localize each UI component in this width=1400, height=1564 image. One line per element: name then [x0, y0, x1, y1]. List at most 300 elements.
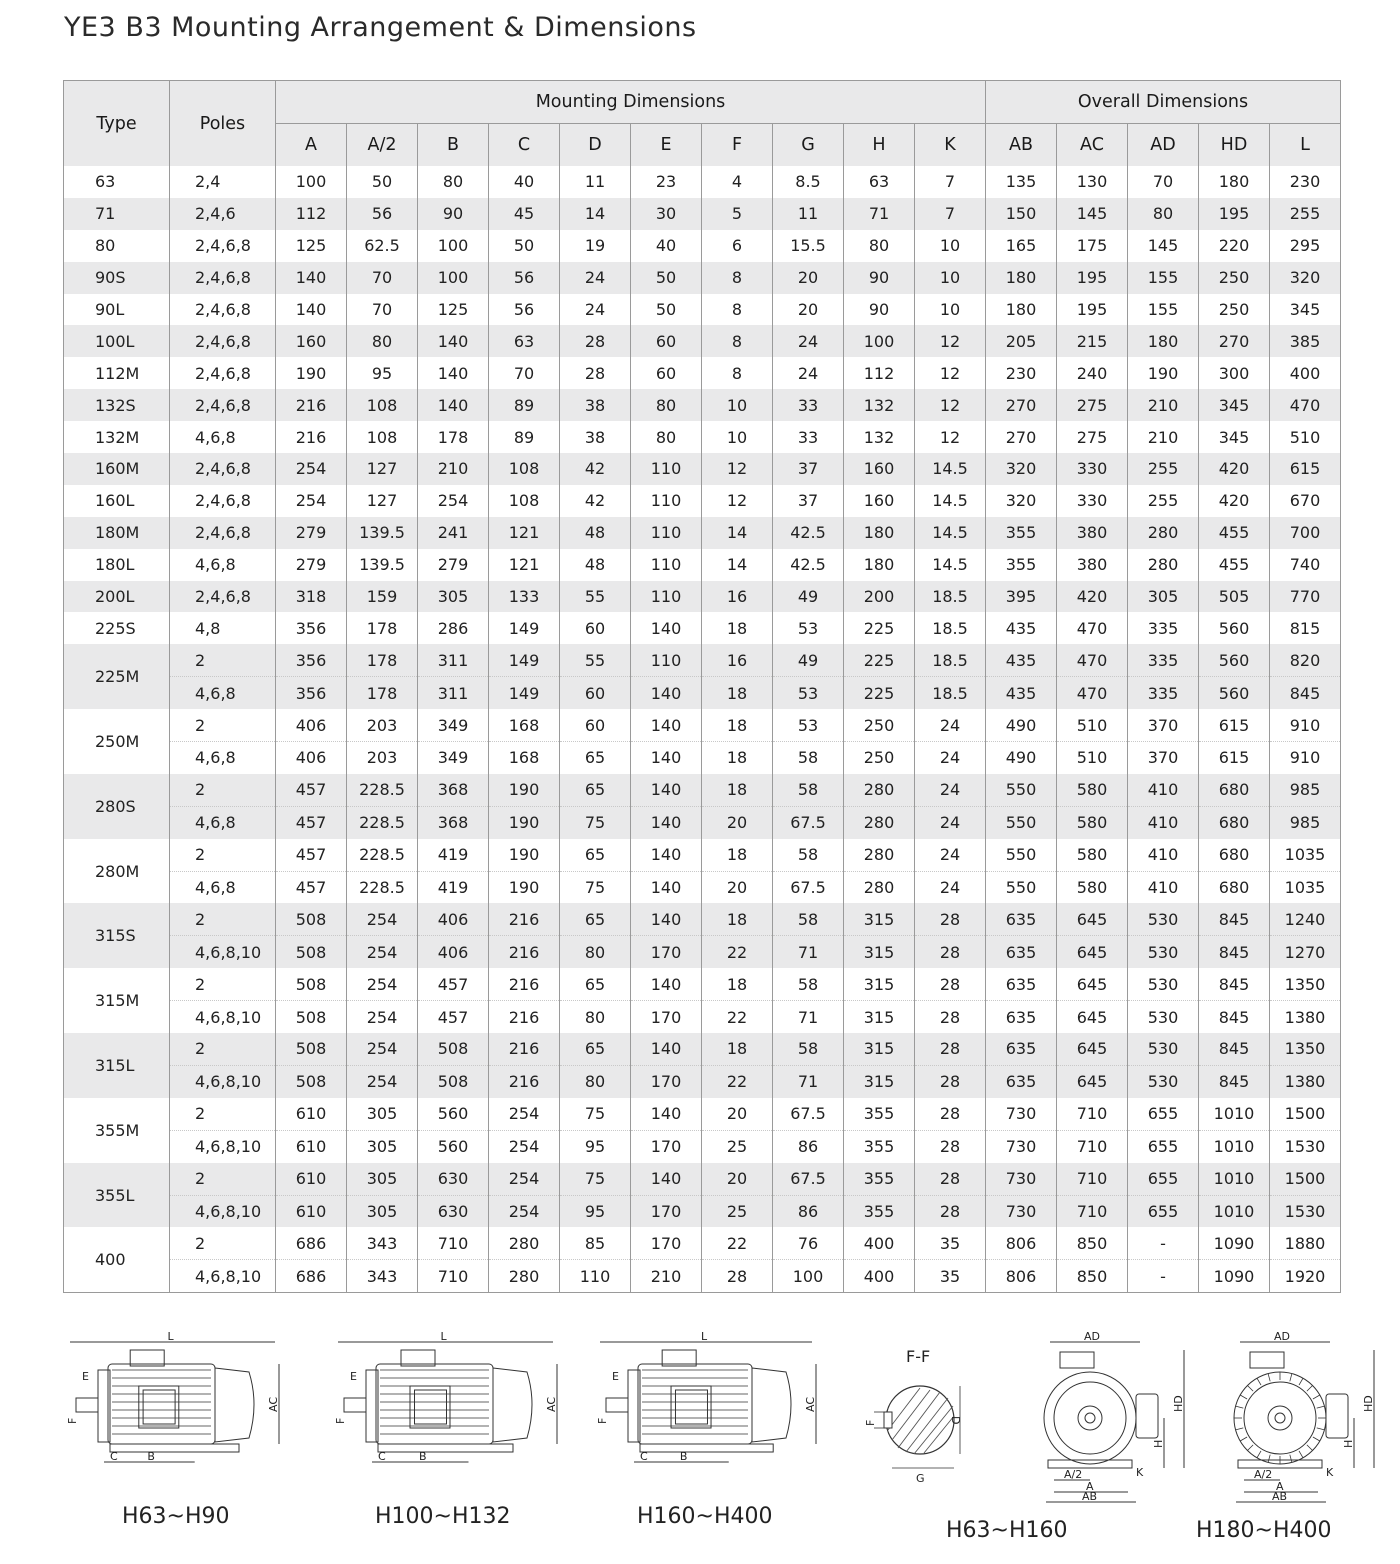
dim-label-a: A: [1086, 1480, 1094, 1493]
table-row: [64, 549, 1341, 581]
value-cell: 455: [1199, 517, 1270, 549]
value-cell: 12: [702, 485, 773, 517]
value-cell: 155: [1128, 294, 1199, 326]
value-cell: 385: [1270, 325, 1341, 357]
value-cell: 330: [1057, 453, 1128, 485]
value-cell: 55: [560, 644, 631, 676]
value-cell: 254: [276, 453, 347, 485]
value-cell: 850: [1057, 1260, 1128, 1293]
value-cell: 1880: [1270, 1227, 1341, 1259]
value-cell: 12: [915, 421, 986, 453]
value-cell: 420: [1199, 485, 1270, 517]
poles-cell: 2: [170, 839, 276, 871]
value-cell: 216: [489, 1033, 560, 1065]
value-cell: 67.5: [773, 1163, 844, 1195]
value-cell: 71: [844, 198, 915, 230]
value-cell: 645: [1057, 1001, 1128, 1033]
value-cell: 18: [702, 839, 773, 871]
value-cell: 71: [773, 1001, 844, 1033]
value-cell: 710: [1057, 1195, 1128, 1227]
value-cell: 615: [1199, 709, 1270, 741]
type-cell: 71: [64, 198, 170, 230]
value-cell: 56: [489, 294, 560, 326]
value-cell: 140: [418, 389, 489, 421]
value-cell: 121: [489, 549, 560, 581]
value-cell: 49: [773, 581, 844, 613]
value-cell: 37: [773, 485, 844, 517]
table-row: [64, 1227, 1341, 1259]
value-cell: 356: [276, 612, 347, 644]
value-cell: 1270: [1270, 936, 1341, 968]
value-cell: 20: [702, 1098, 773, 1130]
value-cell: 178: [347, 644, 418, 676]
value-cell: 457: [418, 1001, 489, 1033]
value-cell: 655: [1128, 1163, 1199, 1195]
poles-cell: 2,4,6,8: [170, 357, 276, 389]
caption-h180-h400: H180~H400: [1196, 1518, 1332, 1543]
value-cell: 356: [276, 644, 347, 676]
value-cell: 635: [986, 968, 1057, 1000]
value-cell: 58: [773, 742, 844, 774]
value-cell: 90: [844, 294, 915, 326]
type-cell: 63: [64, 166, 170, 198]
diagrams-section: [0, 1320, 1400, 1564]
value-cell: 335: [1128, 612, 1199, 644]
value-cell: 254: [489, 1163, 560, 1195]
value-cell: 355: [986, 549, 1057, 581]
value-cell: 160: [276, 325, 347, 357]
value-cell: 18: [702, 903, 773, 935]
value-cell: 65: [560, 774, 631, 806]
value-cell: 18: [702, 612, 773, 644]
value-cell: 320: [1270, 262, 1341, 294]
value-cell: 135: [986, 166, 1057, 198]
value-cell: 1240: [1270, 903, 1341, 935]
value-cell: 140: [418, 357, 489, 389]
poles-cell: 2,4,6,8: [170, 294, 276, 326]
column-header-ac: AC: [1057, 124, 1128, 167]
value-cell: 370: [1128, 742, 1199, 774]
value-cell: 149: [489, 612, 560, 644]
value-cell: 216: [276, 421, 347, 453]
value-cell: 110: [631, 453, 702, 485]
value-cell: 508: [276, 968, 347, 1000]
value-cell: 550: [986, 774, 1057, 806]
value-cell: 95: [347, 357, 418, 389]
column-header-d: D: [560, 124, 631, 167]
poles-cell: 2: [170, 1163, 276, 1195]
value-cell: 343: [347, 1227, 418, 1259]
poles-cell: 2: [170, 644, 276, 676]
value-cell: 740: [1270, 549, 1341, 581]
value-cell: 530: [1128, 1065, 1199, 1097]
value-cell: 225: [844, 677, 915, 709]
value-cell: 305: [347, 1163, 418, 1195]
value-cell: 149: [489, 644, 560, 676]
value-cell: 50: [489, 230, 560, 262]
value-cell: 315: [844, 1001, 915, 1033]
value-cell: 280: [844, 806, 915, 838]
value-cell: 24: [915, 839, 986, 871]
value-cell: 70: [489, 357, 560, 389]
value-cell: 645: [1057, 1033, 1128, 1065]
value-cell: 50: [347, 166, 418, 198]
value-cell: 18.5: [915, 581, 986, 613]
value-cell: 42.5: [773, 549, 844, 581]
value-cell: 275: [1057, 421, 1128, 453]
value-cell: 140: [276, 262, 347, 294]
value-cell: 18: [702, 774, 773, 806]
table-row: [64, 677, 1341, 709]
value-cell: 125: [418, 294, 489, 326]
column-header-ad: AD: [1128, 124, 1199, 167]
value-cell: 160: [844, 453, 915, 485]
value-cell: 210: [418, 453, 489, 485]
value-cell: 7: [915, 198, 986, 230]
dim-label-a-half: A/2: [1064, 1468, 1083, 1481]
value-cell: 910: [1270, 709, 1341, 741]
value-cell: 419: [418, 839, 489, 871]
value-cell: 28: [560, 325, 631, 357]
dim-label-f: F: [596, 1417, 609, 1424]
table-row: [64, 230, 1341, 262]
value-cell: 508: [418, 1065, 489, 1097]
value-cell: 395: [986, 581, 1057, 613]
value-cell: 985: [1270, 806, 1341, 838]
type-cell: 400: [64, 1227, 170, 1292]
value-cell: 18.5: [915, 644, 986, 676]
value-cell: 700: [1270, 517, 1341, 549]
value-cell: 58: [773, 1033, 844, 1065]
value-cell: 406: [418, 936, 489, 968]
value-cell: 635: [986, 936, 1057, 968]
table-row: [64, 839, 1341, 871]
value-cell: 419: [418, 871, 489, 903]
value-cell: 12: [702, 453, 773, 485]
dim-label-f: F: [66, 1417, 79, 1424]
caption-h160-h400: H160~H400: [637, 1504, 773, 1529]
value-cell: 457: [276, 774, 347, 806]
value-cell: 315: [844, 968, 915, 1000]
table-row: [64, 262, 1341, 294]
type-cell: 180L: [64, 549, 170, 581]
dim-label-c: C: [378, 1450, 386, 1463]
value-cell: 63: [489, 325, 560, 357]
value-cell: 95: [560, 1130, 631, 1162]
value-cell: 8: [702, 357, 773, 389]
value-cell: 345: [1199, 421, 1270, 453]
value-cell: 655: [1128, 1098, 1199, 1130]
value-cell: 530: [1128, 903, 1199, 935]
table-row: [64, 325, 1341, 357]
poles-cell: 4,8: [170, 612, 276, 644]
value-cell: 42.5: [773, 517, 844, 549]
value-cell: 220: [1199, 230, 1270, 262]
value-cell: 90: [844, 262, 915, 294]
column-header-g: G: [773, 124, 844, 167]
value-cell: 216: [489, 1065, 560, 1097]
value-cell: 216: [489, 968, 560, 1000]
value-cell: 10: [915, 294, 986, 326]
value-cell: 170: [631, 1195, 702, 1227]
value-cell: 210: [1128, 421, 1199, 453]
dim-label-h: H: [1342, 1439, 1355, 1448]
value-cell: 510: [1270, 421, 1341, 453]
value-cell: 139.5: [347, 549, 418, 581]
value-cell: 16: [702, 581, 773, 613]
value-cell: 380: [1057, 549, 1128, 581]
value-cell: 315: [844, 936, 915, 968]
value-cell: 86: [773, 1130, 844, 1162]
value-cell: 65: [560, 968, 631, 1000]
value-cell: 25: [702, 1195, 773, 1227]
value-cell: 470: [1057, 677, 1128, 709]
table-row: [64, 1033, 1341, 1065]
value-cell: 343: [347, 1260, 418, 1293]
table-row: [64, 1260, 1341, 1293]
column-header-hd: HD: [1199, 124, 1270, 167]
value-cell: 95: [560, 1195, 631, 1227]
value-cell: 560: [1199, 644, 1270, 676]
value-cell: 630: [418, 1195, 489, 1227]
value-cell: 110: [631, 485, 702, 517]
value-cell: 560: [418, 1130, 489, 1162]
dimensions-table: [63, 80, 1341, 1293]
value-cell: 20: [702, 806, 773, 838]
value-cell: 1090: [1199, 1227, 1270, 1259]
value-cell: 210: [631, 1260, 702, 1293]
poles-cell: 2,4,6,8: [170, 581, 276, 613]
value-cell: 80: [631, 389, 702, 421]
value-cell: 127: [347, 453, 418, 485]
value-cell: 35: [915, 1227, 986, 1259]
value-cell: 42: [560, 453, 631, 485]
value-cell: 85: [560, 1227, 631, 1259]
value-cell: 180: [986, 294, 1057, 326]
value-cell: 305: [1128, 581, 1199, 613]
value-cell: 845: [1270, 677, 1341, 709]
value-cell: 140: [418, 325, 489, 357]
table-row: [64, 709, 1341, 741]
value-cell: 108: [347, 389, 418, 421]
value-cell: 90: [418, 198, 489, 230]
value-cell: 225: [844, 612, 915, 644]
value-cell: 80: [631, 421, 702, 453]
value-cell: 1380: [1270, 1065, 1341, 1097]
poles-cell: 2,4,6,8: [170, 485, 276, 517]
table-row: [64, 612, 1341, 644]
value-cell: 380: [1057, 517, 1128, 549]
value-cell: 770: [1270, 581, 1341, 613]
value-cell: 10: [702, 389, 773, 421]
dim-label-k: K: [1136, 1466, 1144, 1479]
value-cell: 279: [418, 549, 489, 581]
value-cell: 406: [276, 709, 347, 741]
value-cell: 18.5: [915, 612, 986, 644]
value-cell: 75: [560, 1098, 631, 1130]
type-cell: 315S: [64, 903, 170, 968]
value-cell: 100: [418, 262, 489, 294]
table-row: [64, 968, 1341, 1000]
value-cell: 28: [915, 1065, 986, 1097]
value-cell: 80: [347, 325, 418, 357]
value-cell: 190: [1128, 357, 1199, 389]
value-cell: 121: [489, 517, 560, 549]
value-cell: 76: [773, 1227, 844, 1259]
value-cell: 180: [1199, 166, 1270, 198]
value-cell: 4: [702, 166, 773, 198]
poles-cell: 4,6,8,10: [170, 1065, 276, 1097]
value-cell: 110: [631, 517, 702, 549]
value-cell: 508: [418, 1033, 489, 1065]
dim-label-b: B: [419, 1450, 427, 1463]
value-cell: 203: [347, 742, 418, 774]
value-cell: 635: [986, 1001, 1057, 1033]
value-cell: 58: [773, 839, 844, 871]
column-header-h: H: [844, 124, 915, 167]
value-cell: 335: [1128, 677, 1199, 709]
value-cell: 295: [1270, 230, 1341, 262]
value-cell: 178: [418, 421, 489, 453]
value-cell: 254: [347, 903, 418, 935]
value-cell: 178: [347, 612, 418, 644]
value-cell: 18: [702, 968, 773, 1000]
value-cell: 24: [773, 357, 844, 389]
value-cell: 60: [631, 357, 702, 389]
value-cell: 550: [986, 871, 1057, 903]
value-cell: 168: [489, 742, 560, 774]
value-cell: 100: [276, 166, 347, 198]
poles-cell: 4,6,8,10: [170, 936, 276, 968]
table-row: [64, 1065, 1341, 1097]
value-cell: 70: [1128, 166, 1199, 198]
table-row: [64, 742, 1341, 774]
value-cell: 560: [1199, 612, 1270, 644]
value-cell: 40: [489, 166, 560, 198]
value-cell: 470: [1270, 389, 1341, 421]
header-type: Type: [64, 81, 170, 167]
dim-label-e: E: [612, 1370, 619, 1383]
value-cell: 530: [1128, 936, 1199, 968]
table-row: [64, 421, 1341, 453]
value-cell: 254: [347, 1065, 418, 1097]
value-cell: 311: [418, 644, 489, 676]
value-cell: 127: [347, 485, 418, 517]
value-cell: 170: [631, 936, 702, 968]
column-header-c: C: [489, 124, 560, 167]
value-cell: 140: [631, 677, 702, 709]
value-cell: 112: [844, 357, 915, 389]
value-cell: 560: [1199, 677, 1270, 709]
value-cell: 1010: [1199, 1098, 1270, 1130]
dim-label-hd: HD: [1362, 1395, 1375, 1412]
svg-text:F: F: [864, 1419, 877, 1426]
value-cell: 228.5: [347, 806, 418, 838]
value-cell: 645: [1057, 968, 1128, 1000]
value-cell: 845: [1199, 968, 1270, 1000]
value-cell: 280: [1128, 517, 1199, 549]
value-cell: 108: [489, 485, 560, 517]
value-cell: 655: [1128, 1195, 1199, 1227]
value-cell: 730: [986, 1098, 1057, 1130]
value-cell: 205: [986, 325, 1057, 357]
poles-cell: 4,6,8: [170, 421, 276, 453]
value-cell: 28: [915, 1098, 986, 1130]
value-cell: 180: [844, 549, 915, 581]
value-cell: 14: [702, 549, 773, 581]
poles-cell: 2: [170, 903, 276, 935]
value-cell: 67.5: [773, 871, 844, 903]
value-cell: 349: [418, 709, 489, 741]
side-view-2: [338, 1342, 557, 1462]
value-cell: 45: [489, 198, 560, 230]
poles-cell: 2,4: [170, 166, 276, 198]
table-row: [64, 294, 1341, 326]
value-cell: 400: [1270, 357, 1341, 389]
value-cell: 28: [915, 1130, 986, 1162]
value-cell: 420: [1199, 453, 1270, 485]
value-cell: 305: [418, 581, 489, 613]
value-cell: 75: [560, 806, 631, 838]
dim-label-ac: AC: [545, 1396, 558, 1412]
column-header-e: E: [631, 124, 702, 167]
poles-cell: 2,4,6: [170, 198, 276, 230]
value-cell: 280: [489, 1227, 560, 1259]
value-cell: 7: [915, 166, 986, 198]
column-header-a: A: [276, 124, 347, 167]
table-row: [64, 1195, 1341, 1227]
table-row: [64, 357, 1341, 389]
value-cell: 280: [844, 871, 915, 903]
value-cell: 140: [631, 806, 702, 838]
type-cell: 90S: [64, 262, 170, 294]
value-cell: 510: [1057, 709, 1128, 741]
value-cell: 530: [1128, 968, 1199, 1000]
side-view-3: [600, 1342, 816, 1462]
value-cell: 53: [773, 677, 844, 709]
value-cell: 22: [702, 1227, 773, 1259]
value-cell: 560: [418, 1098, 489, 1130]
table-row: [64, 581, 1341, 613]
value-cell: 710: [418, 1260, 489, 1293]
value-cell: 1530: [1270, 1195, 1341, 1227]
header-poles: Poles: [170, 81, 276, 167]
value-cell: 50: [631, 294, 702, 326]
value-cell: -: [1128, 1227, 1199, 1259]
value-cell: 168: [489, 709, 560, 741]
value-cell: 730: [986, 1195, 1057, 1227]
value-cell: 645: [1057, 1065, 1128, 1097]
value-cell: 110: [631, 549, 702, 581]
value-cell: 11: [773, 198, 844, 230]
type-cell: 355M: [64, 1098, 170, 1163]
value-cell: 80: [560, 1001, 631, 1033]
type-cell: 112M: [64, 357, 170, 389]
value-cell: 175: [1057, 230, 1128, 262]
value-cell: 435: [986, 612, 1057, 644]
type-cell: 132S: [64, 389, 170, 421]
table-row: [64, 806, 1341, 838]
type-cell: 225M: [64, 644, 170, 709]
value-cell: 305: [347, 1130, 418, 1162]
value-cell: 165: [986, 230, 1057, 262]
dim-label-ac: AC: [267, 1396, 280, 1412]
value-cell: 710: [1057, 1098, 1128, 1130]
value-cell: 75: [560, 1163, 631, 1195]
value-cell: 815: [1270, 612, 1341, 644]
value-cell: 1010: [1199, 1195, 1270, 1227]
header-mounting-dimensions: Mounting Dimensions: [276, 81, 986, 124]
